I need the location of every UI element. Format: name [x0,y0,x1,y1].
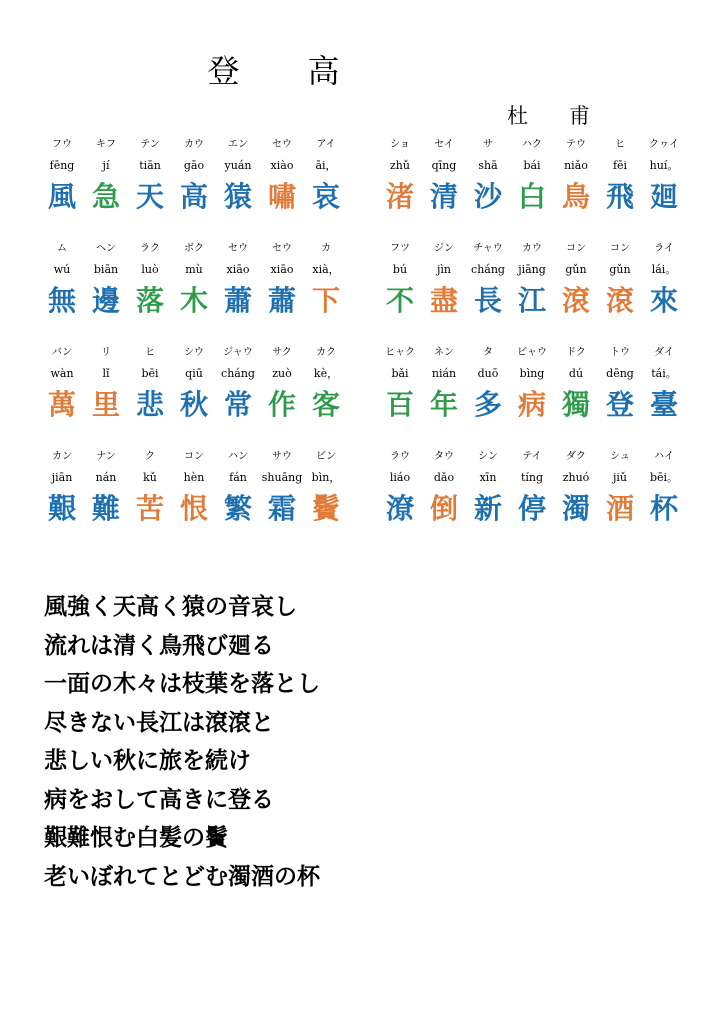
kana-reading: ネン [434,347,454,358]
kana-reading: テン [140,139,160,150]
pinyin-reading: bēi [141,367,159,380]
kana-reading: ム [57,243,67,254]
hanzi-character: 清 [429,180,458,213]
pinyin-reading: gǔn [565,263,587,276]
pinyin-reading: bēi。 [649,471,679,484]
hanzi-character: 落 [135,284,164,317]
kana-reading: トウ [610,347,630,358]
kana-reading: アイ [316,139,336,150]
hanzi-character: 鳥 [561,180,590,213]
char-cell [172,447,216,529]
pinyin-reading: bú [392,263,408,276]
hanzi-character: 下 [311,284,340,317]
hanzi-character: 里 [91,388,120,421]
pinyin-reading: shā [478,159,498,172]
char-cell [642,239,686,321]
pinyin-reading: tiān [139,159,161,172]
char-cell [84,239,128,321]
char-cell [510,239,554,321]
japanese-translation [44,588,320,896]
hanzi-character: 酒 [605,492,634,525]
kana-reading: ハク [522,139,542,150]
kana-reading: ドク [566,347,586,358]
kana-reading: ビャウ [517,347,547,358]
kana-reading: カン [52,451,72,462]
char-cell [84,447,128,529]
char-cell [260,135,304,217]
hanzi-character: 江 [517,284,546,317]
hanzi-character: 盡 [429,284,458,317]
pinyin-reading: duō [477,367,499,380]
pinyin-reading: mù [185,263,203,276]
char-cell [510,447,554,529]
char-cell [378,239,422,321]
kana-reading: リ [101,347,111,358]
char-cell [642,447,686,529]
poem-half-left [40,135,348,217]
pinyin-reading: dēng [606,367,634,380]
hanzi-character: 飛 [605,180,634,213]
pinyin-reading: āi， [315,159,337,172]
pinyin-reading: biān [93,263,119,276]
pinyin-reading: jiǔ [612,471,627,484]
kana-reading: セイ [434,139,454,150]
pinyin-reading: jiāng [518,263,546,276]
pinyin-reading: nán [95,471,117,484]
pinyin-reading: bái [523,159,541,172]
kana-reading: ボク [184,243,204,254]
kana-reading: タ [483,347,493,358]
kana-reading: キフ [96,139,116,150]
poem-half-right [378,239,686,321]
translation-line: 尽きない長江は滾滾と [44,709,274,736]
kana-reading: カウ [184,139,204,150]
kana-reading: ヘン [96,243,116,254]
kana-reading: コン [610,243,630,254]
char-cell [598,135,642,217]
kana-reading: エン [228,139,248,150]
kana-reading: サウ [272,451,292,462]
char-cell [172,343,216,425]
hanzi-character: 繁 [223,492,252,525]
hanzi-character: 無 [47,284,76,317]
poem-author: 杜 甫 [507,104,600,128]
char-cell [466,239,510,321]
pinyin-reading: dú [568,367,584,380]
translation-line: 一面の木々は枝葉を落とし [44,671,320,697]
pinyin-reading: nián [431,367,457,380]
poem-line [40,135,690,239]
kana-reading: ク [145,451,155,462]
hanzi-character: 蕭 [223,284,252,317]
hanzi-character: 鬢 [311,492,340,525]
translation-line: 悲しい秋に旅を続け [44,748,251,774]
pinyin-reading: xià， [312,263,340,276]
char-cell [84,343,128,425]
pinyin-reading: fán [229,471,247,484]
char-cell [216,135,260,217]
kana-reading: ハイ [654,451,674,462]
hanzi-character: 哀 [311,180,340,213]
char-cell [598,343,642,425]
char-cell [260,447,304,529]
char-cell [554,447,598,529]
char-cell [128,239,172,321]
hanzi-character: 多 [473,388,502,421]
hanzi-character: 滾 [605,284,634,317]
hanzi-character: 白 [517,180,546,213]
pinyin-reading: qīng [431,159,457,172]
pinyin-reading: dǎo [433,471,455,484]
kana-reading: チャウ [473,243,503,254]
char-cell [216,343,260,425]
kana-reading: ヒ [145,347,155,358]
pinyin-reading: wú [53,263,71,276]
kana-reading: ラウ [390,451,410,462]
kana-reading: ジン [434,243,454,254]
char-cell [40,447,84,529]
kana-reading: シウ [184,347,204,358]
hanzi-character: 停 [517,492,546,525]
char-cell [40,135,84,217]
pinyin-reading: xīn [479,471,497,484]
char-cell [642,135,686,217]
pinyin-reading: fēng [49,159,75,172]
hanzi-character: 廻 [649,180,678,213]
kana-reading: セウ [272,243,292,254]
kana-reading: ビン [316,451,336,462]
hanzi-character: 渚 [385,180,414,213]
hanzi-character: 艱 [47,492,76,525]
char-cell [216,447,260,529]
pinyin-reading: kǔ [143,471,157,484]
kana-reading: サク [272,347,292,358]
char-cell [260,343,304,425]
poem-half-right [378,447,686,529]
kana-reading: カク [316,347,336,358]
pinyin-reading: gāo [183,159,205,172]
hanzi-character: 獨 [561,388,590,421]
char-cell [128,447,172,529]
poem-line [40,447,690,551]
hanzi-character: 天 [135,180,164,213]
pinyin-reading: bìn， [311,471,341,484]
kana-reading: セウ [228,243,248,254]
kana-reading: ラク [140,243,160,254]
hanzi-character: 秋 [179,388,208,421]
hanzi-character: 百 [385,388,414,421]
kana-reading: ナン [96,451,116,462]
hanzi-character: 嘯 [267,180,296,213]
char-cell [304,447,348,529]
hanzi-character: 木 [179,284,208,317]
translation-line: 病をおして高きに登る [44,786,274,813]
poem-line [40,343,690,447]
kana-reading: ヒ [615,139,625,150]
hanzi-character: 霜 [267,492,296,525]
kana-reading: バン [52,347,72,358]
hanzi-character: 杯 [649,492,678,525]
hanzi-character: 高 [179,180,208,213]
char-cell [304,239,348,321]
char-cell [378,343,422,425]
pinyin-reading: shuāng [261,471,303,484]
poem-half-right [378,135,686,217]
hanzi-character: 蕭 [267,284,296,317]
pinyin-reading: jìn [436,263,451,276]
char-cell [84,135,128,217]
poem-title: 登 高 [207,52,358,90]
pinyin-reading: kè， [313,367,339,380]
hanzi-character: 客 [311,388,340,421]
pinyin-reading: xiào [270,159,294,172]
hanzi-character: 病 [517,388,546,421]
pinyin-reading: lái。 [651,263,677,276]
char-cell [554,135,598,217]
pinyin-reading: jí [102,159,110,172]
hanzi-character: 臺 [649,388,678,421]
translation-line: 艱難恨む白髪の鬢 [44,825,228,851]
kana-reading: タウ [434,451,454,462]
char-cell [466,447,510,529]
kana-reading: テイ [522,451,542,462]
kana-reading: クヮイ [649,139,679,150]
hanzi-character: 難 [91,492,120,525]
hanzi-character: 年 [429,388,458,421]
char-cell [128,135,172,217]
char-cell [466,343,510,425]
hanzi-character: 滾 [561,284,590,317]
char-cell [40,343,84,425]
pinyin-reading: liáo [389,471,411,484]
char-cell [40,239,84,321]
hanzi-character: 倒 [429,492,458,525]
kana-reading: カ [321,243,331,254]
char-cell [642,343,686,425]
translation-line: 流れは清く鳥飛び廻る [44,632,274,659]
pinyin-reading: lǐ [102,367,110,380]
char-cell [510,343,554,425]
poem-half-left [40,239,348,321]
char-cell [422,447,466,529]
hanzi-character: 悲 [135,388,164,421]
pinyin-reading: luò [141,263,159,276]
poem-half-left [40,343,348,425]
pinyin-reading: cháng [221,367,255,380]
pinyin-reading: fēi [612,159,628,172]
hanzi-character: 恨 [179,492,208,525]
kana-reading: ライ [654,243,674,254]
char-cell [422,135,466,217]
pinyin-reading: qiū [185,367,203,380]
char-cell [216,239,260,321]
hanzi-character: 濁 [561,492,590,525]
char-cell [598,239,642,321]
pinyin-reading: tíng [520,471,544,484]
hanzi-character: 急 [91,180,120,213]
pinyin-reading: zhuó [562,471,590,484]
hanzi-character: 常 [223,388,252,421]
pinyin-reading: xiāo [270,263,294,276]
pinyin-reading: zhǔ [390,159,410,172]
char-cell [378,447,422,529]
poem-half-left [40,447,348,529]
char-cell [128,343,172,425]
kana-reading: シュ [610,451,630,462]
pinyin-reading: niǎo [564,159,588,172]
pinyin-reading: wàn [50,367,74,380]
hanzi-character: 邊 [91,284,120,317]
char-cell [510,135,554,217]
pinyin-reading: gǔn [609,263,631,276]
char-cell [378,135,422,217]
pinyin-reading: tái。 [651,367,677,380]
char-cell [554,239,598,321]
kana-reading: セウ [272,139,292,150]
pinyin-reading: hèn [183,471,205,484]
kana-reading: ジャウ [223,347,253,358]
pinyin-reading: bǎi [391,367,409,380]
poem-line [40,239,690,343]
pinyin-reading: huí。 [649,159,679,172]
kana-reading: テウ [566,139,586,150]
kana-reading: フツ [390,243,410,254]
char-cell [466,135,510,217]
char-cell [304,135,348,217]
char-cell [260,239,304,321]
char-cell [172,239,216,321]
hanzi-character: 不 [385,284,414,317]
char-cell [598,447,642,529]
kana-reading: ショ [390,139,410,150]
hanzi-character: 苦 [135,492,164,525]
kana-reading: コン [566,243,586,254]
hanzi-character: 來 [649,284,678,317]
kana-reading: ハン [228,451,248,462]
char-cell [304,343,348,425]
hanzi-character: 作 [267,388,296,421]
kana-reading: ダイ [654,347,674,358]
kana-reading: フウ [52,139,72,150]
kana-reading: ダク [566,451,586,462]
pinyin-reading: bìng [519,367,545,380]
char-cell [422,343,466,425]
hanzi-character: 長 [473,284,502,317]
poem-half-right [378,343,686,425]
kana-reading: シン [478,451,498,462]
hanzi-character: 潦 [385,492,414,525]
pinyin-reading: yuán [224,159,252,172]
hanzi-character: 猿 [223,180,252,213]
kana-reading: カウ [522,243,542,254]
hanzi-character: 萬 [47,388,76,421]
char-cell [554,343,598,425]
hanzi-character: 新 [473,492,502,525]
hanzi-character: 風 [47,180,76,213]
hanzi-character: 沙 [473,180,502,213]
translation-line: 老いぼれてとどむ濁酒の杯 [44,863,320,890]
pinyin-reading: jiān [51,471,73,484]
char-cell [422,239,466,321]
kana-reading: コン [184,451,204,462]
pinyin-reading: xiāo [226,263,250,276]
translation-line: 風強く天高く猿の音哀し [44,594,297,620]
pinyin-reading: cháng [471,263,505,276]
pinyin-reading: zuò [272,367,292,380]
poem-grid [40,135,690,551]
kana-reading: ヒャク [385,347,415,358]
char-cell [172,135,216,217]
kana-reading: サ [483,139,493,150]
hanzi-character: 登 [605,388,634,421]
